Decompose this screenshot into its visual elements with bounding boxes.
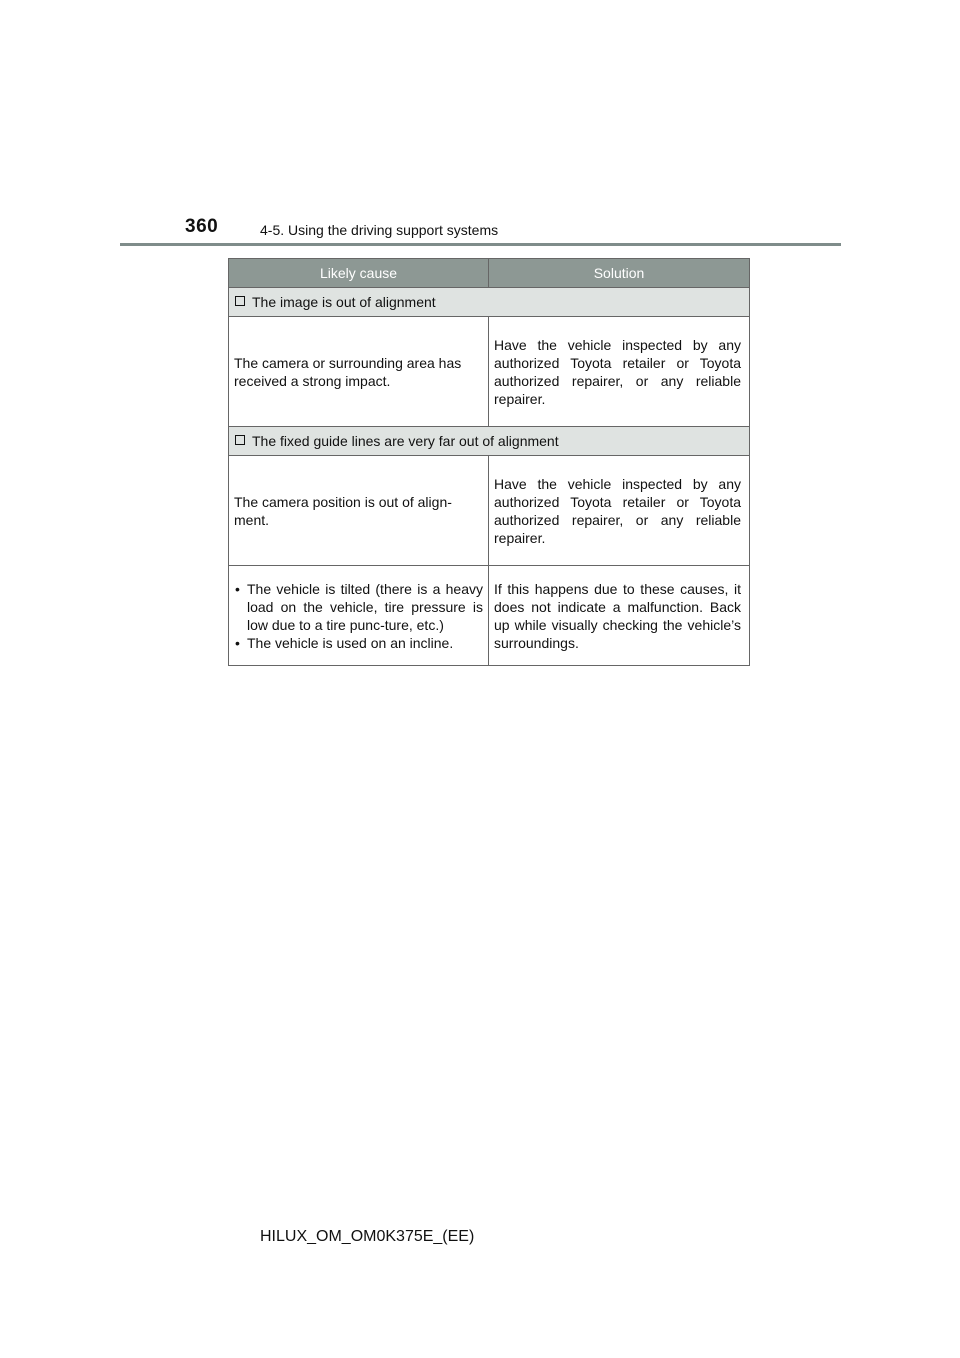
- checkbox-icon: [235, 296, 245, 306]
- solution-cell: If this happens due to these causes, it does not indicate a malfunction. Back up while visually checking the vehicle’s surroundings.: [489, 566, 750, 666]
- cause-cell: The camera position is out of align-ment.: [229, 456, 489, 566]
- document-code: HILUX_OM_OM0K375E_(EE): [260, 1228, 475, 1245]
- table-header-row: [229, 259, 750, 288]
- section-title: 4-5. Using the driving support systems: [260, 222, 499, 238]
- table-row: [229, 566, 750, 666]
- cause-bullet: • The vehicle is tilted (there is a heavy load on the vehicle, tire pressure is low due to a tire punc-ture, etc.): [234, 580, 483, 634]
- cause-cell: The camera or surrounding area has received a strong impact.: [229, 317, 489, 427]
- cause-bullet-list: [234, 580, 483, 652]
- group-title: The fixed guide lines are very far out of alignment: [252, 433, 559, 449]
- header-divider: [120, 243, 841, 246]
- page-number: 360: [185, 216, 219, 237]
- table-row: [229, 456, 750, 566]
- group-heading: [229, 427, 750, 456]
- cause-bullet: • The vehicle is used on an incline.: [234, 634, 483, 652]
- column-header-solution: Solution: [489, 259, 750, 288]
- solution-cell: Have the vehicle inspected by any authorized Toyota retailer or Toyota authorized repairer, or any reliable repairer.: [489, 456, 750, 566]
- table-row: [229, 317, 750, 427]
- column-header-likely-cause: Likely cause: [229, 259, 489, 288]
- group-title: The image is out of alignment: [252, 294, 436, 310]
- group-heading: [229, 288, 750, 317]
- cause-cell: [229, 566, 489, 666]
- troubleshooting-table: [228, 258, 750, 666]
- solution-cell: Have the vehicle inspected by any authorized Toyota retailer or Toyota authorized repairer, or any reliable repairer.: [489, 317, 750, 427]
- group-row: [229, 427, 750, 456]
- checkbox-icon: [235, 435, 245, 445]
- group-row: [229, 288, 750, 317]
